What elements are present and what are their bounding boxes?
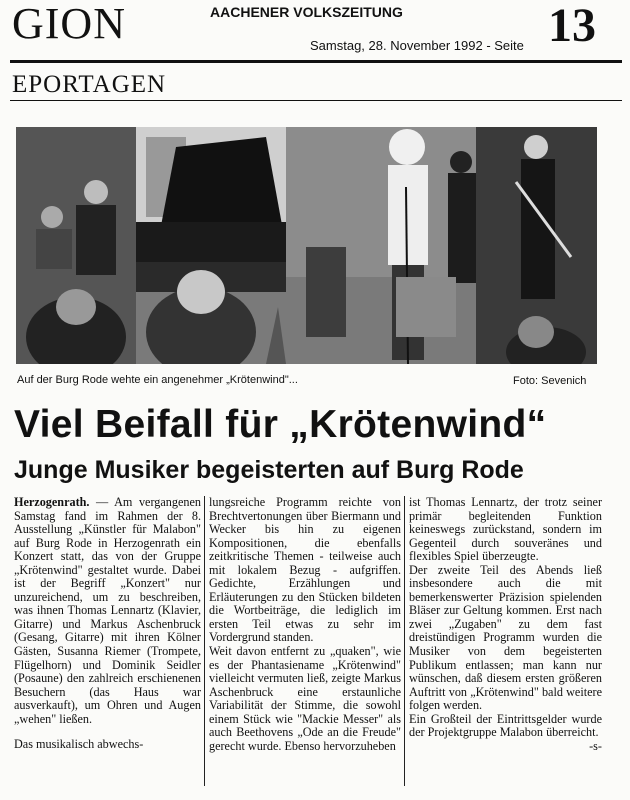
section-title: GION	[12, 0, 126, 48]
column2-paragraph-1: lungsreiche Programm reichte von Brechtvertonungen über Biermann und Wecker bis hin zu eigenen Kompositionen, die ebenfalls zeitkritische Themen - teilweise auch mit lokalem Bezug - aufgriffen. Gedichte, Erzählungen und Erläuterungen zu den Stücken bildeten die Wortbeiträge, die lediglich im ersten Teil etwas zu sehr im Vordergrund standen.	[209, 495, 401, 645]
subsection-rule	[10, 100, 622, 101]
column3-paragraph-3: Ein Großteil der Eintrittsgelder wurde der Projektgruppe Malabon überreicht.	[409, 711, 602, 740]
column3-paragraph-1: ist Thomas Lennartz, der trotz seiner primär begleitenden Funktion keineswegs zurückstand, sondern im Gegenteil durch souveränes und flexibles Spiel überzeugte.	[409, 495, 602, 564]
newspaper-name: AACHENER VOLKSZEITUNG	[210, 4, 403, 20]
photo-credit: Foto: Sevenich	[513, 375, 587, 387]
concert-photo	[16, 127, 597, 364]
dateline-place: Herzogenrath.	[14, 495, 90, 509]
article-subhead: Junge Musiker begeisterten auf Burg Rode	[14, 456, 524, 484]
article-headline: Viel Beifall für „Krötenwind“	[14, 403, 547, 446]
issue-dateline: Samstag, 28. November 1992 - Seite	[310, 38, 524, 53]
article-column-2	[209, 496, 401, 753]
article-column-3	[409, 496, 602, 753]
column1-paragraph-2: Das musikalisch abwechs-	[14, 737, 144, 752]
column3-paragraph-2: Der zweite Teil des Abends ließ insbesondere auch die mit bemerkenswerter Präzision spielenden Bläser zur Geltung kommen. Erst nach zwei „Zugaben" zu dem fast dreistündigen Programm wurden die Musiker von dem begeisterten Publikum entlassen; man kann nur wünschen, daß diesem ersten größeren Auftritt von „Krötenwind" bald weitere folgen werden.	[409, 562, 602, 713]
photo-caption: Auf der Burg Rode wehte ein angenehmer „Krötenwind"...	[17, 374, 298, 386]
column-divider	[204, 496, 205, 786]
masthead-rule	[10, 60, 622, 63]
article-column-1	[14, 496, 201, 752]
column2-paragraph-2: Weit davon entfernt zu „quaken", wie es der Phantasiename „Krötenwind" vielleicht vermuten ließ, zeigte Markus Aschenbruck eine erstaunliche Variabilität der Stimme, die sowohl einem Stück wie "Mackie Messer" als auch Beethovens „Ode an die Freude" gerecht wurde. Ebenso hervorzuheben	[209, 644, 401, 753]
column-divider	[404, 496, 405, 786]
author-signoff: -s-	[589, 738, 602, 753]
subsection-title: EPORTAGEN	[12, 71, 167, 98]
column1-paragraph-1: — Am vergangenen Samstag fand im Rahmen der 8. Ausstellung „Künstler für Malabon" auf Burg Rode in Herzogenrath ein Konzert statt, das von der Gruppe „Krötenwind" gestaltet wurde. Dabei ist der Begriff „Konzert" nur unzureichend, um zu beschreiben, was ihnen Thomas Lennartz (Klavier, Gitarre) und Markus Aschenbruck (Gesang, Gitarre) mit ihren Kölner Gästen, Susanna Riemer (Trompete, Flügelhorn) und Dominik Seidler (Posaune) den zahlreich erschienenen Besuchern (das Haus war ausverkauft), um Ohren und Augen „wehen" ließen.	[14, 495, 201, 726]
page-number: 13	[548, 0, 596, 52]
